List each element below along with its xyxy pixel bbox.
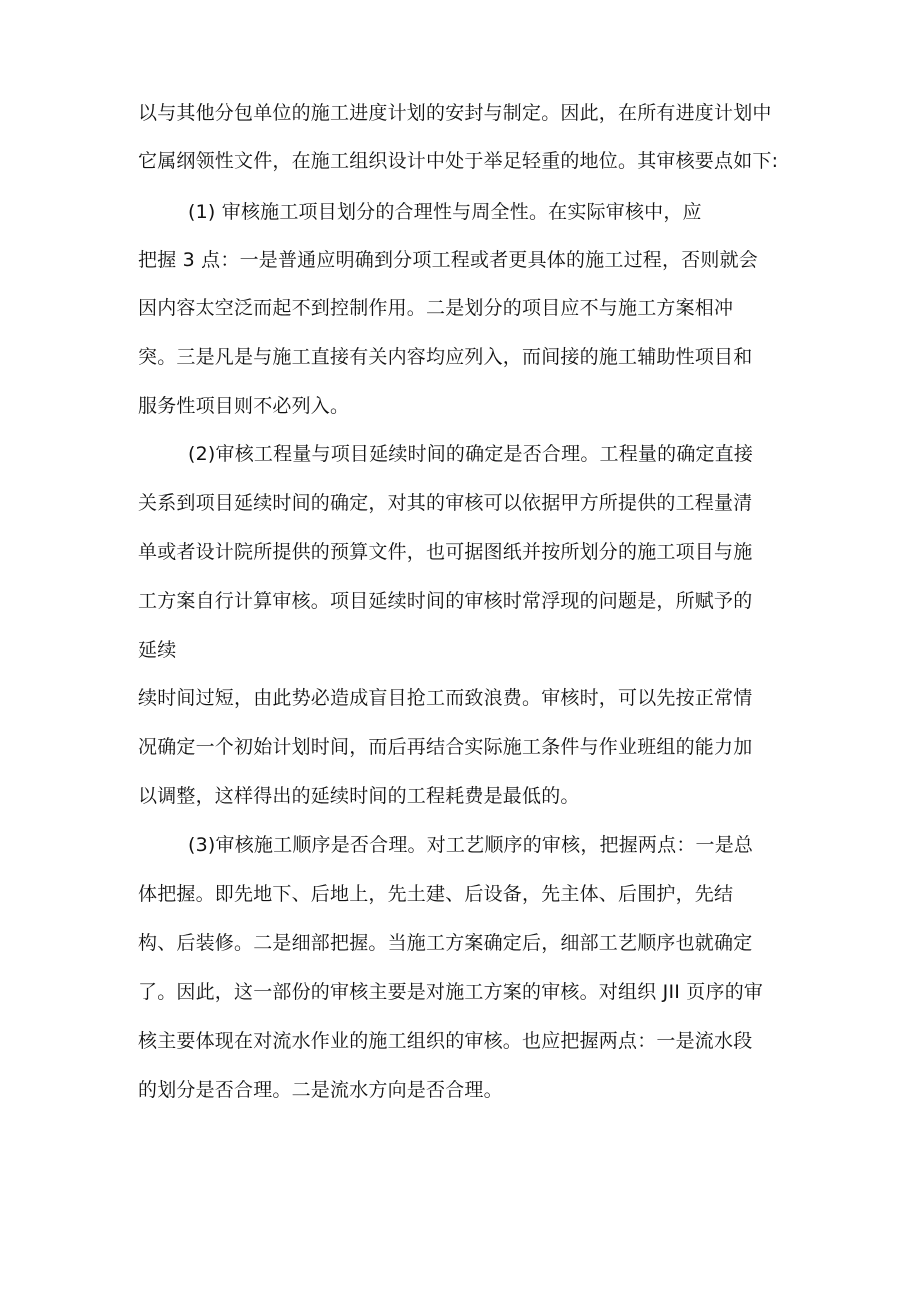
text-line-4: 把握 3 点：一是普通应明确到分项工程或者更具体的施工过程，否则就会 <box>138 249 758 271</box>
text-line-12: 延续 <box>138 639 177 661</box>
text-line-13: 续时间过短，由此势必造成盲目抢工而致浪费。审核时，可以先按正常情 <box>138 687 753 709</box>
text-line-14: 况确定一个初始计划时间，而后再结合实际施工条件与作业班组的能力加 <box>138 736 753 758</box>
paragraph-3-first-line: (3)审核施工顺序是否合理。对工艺顺序的审核，把握两点：一是总 <box>188 834 754 856</box>
text-line-9: 关系到项目延续时间的确定，对其的审核可以依据甲方所提供的工程量清 <box>138 492 753 514</box>
text-line-17: 体把握。即先地下、后地上，先土建、后设备，先主体、后围护，先结 <box>138 883 734 905</box>
text-line-10: 单或者设计院所提供的预算文件，也可据图纸并按所划分的施工项目与施 <box>138 541 753 563</box>
text-line-6: 突。三是凡是与施工直接有关内容均应列入，而间接的施工辅助性项目和 <box>138 346 753 368</box>
paragraph-1-first-line: (1) 审核施工项目划分的合理性与周全性。在实际审核中，应 <box>188 201 702 223</box>
text-line-18: 构、后装修。二是细部把握。当施工方案确定后，细部工艺顺序也就确定 <box>138 932 753 954</box>
text-line-7: 服务性项目则不必列入。 <box>138 395 350 417</box>
paragraph-2-first-line: (2)审核工程量与项目延续时间的确定是否合理。工程量的确定直接 <box>188 443 754 465</box>
text-line-11: 工方案自行计算审核。项目延续时间的审核时常浮现的问题是，所赋予的 <box>138 590 753 612</box>
text-line-21: 的划分是否合理。二是流水方向是否合理。 <box>138 1079 503 1101</box>
text-line-19: 了。因此，这一部份的审核主要是对施工方案的审核。对组织 JII 页序的审 <box>138 981 764 1003</box>
text-line-5: 因内容太空泛而起不到控制作用。二是划分的项目应不与施工方案相冲 <box>138 297 734 319</box>
text-line-15: 以调整，这样得出的延续时间的工程耗费是最低的。 <box>138 785 580 807</box>
text-line-2: 它属纲领性文件，在施工组织设计中处于举足轻重的地位。其审核要点如下: <box>138 150 779 172</box>
text-line-20: 核主要体现在对流水作业的施工组织的审核。也应把握两点：一是流水段 <box>138 1030 753 1052</box>
text-line-1: 以与其他分包单位的施工进度计划的安封与制定。因此，在所有进度计划中 <box>138 102 772 124</box>
